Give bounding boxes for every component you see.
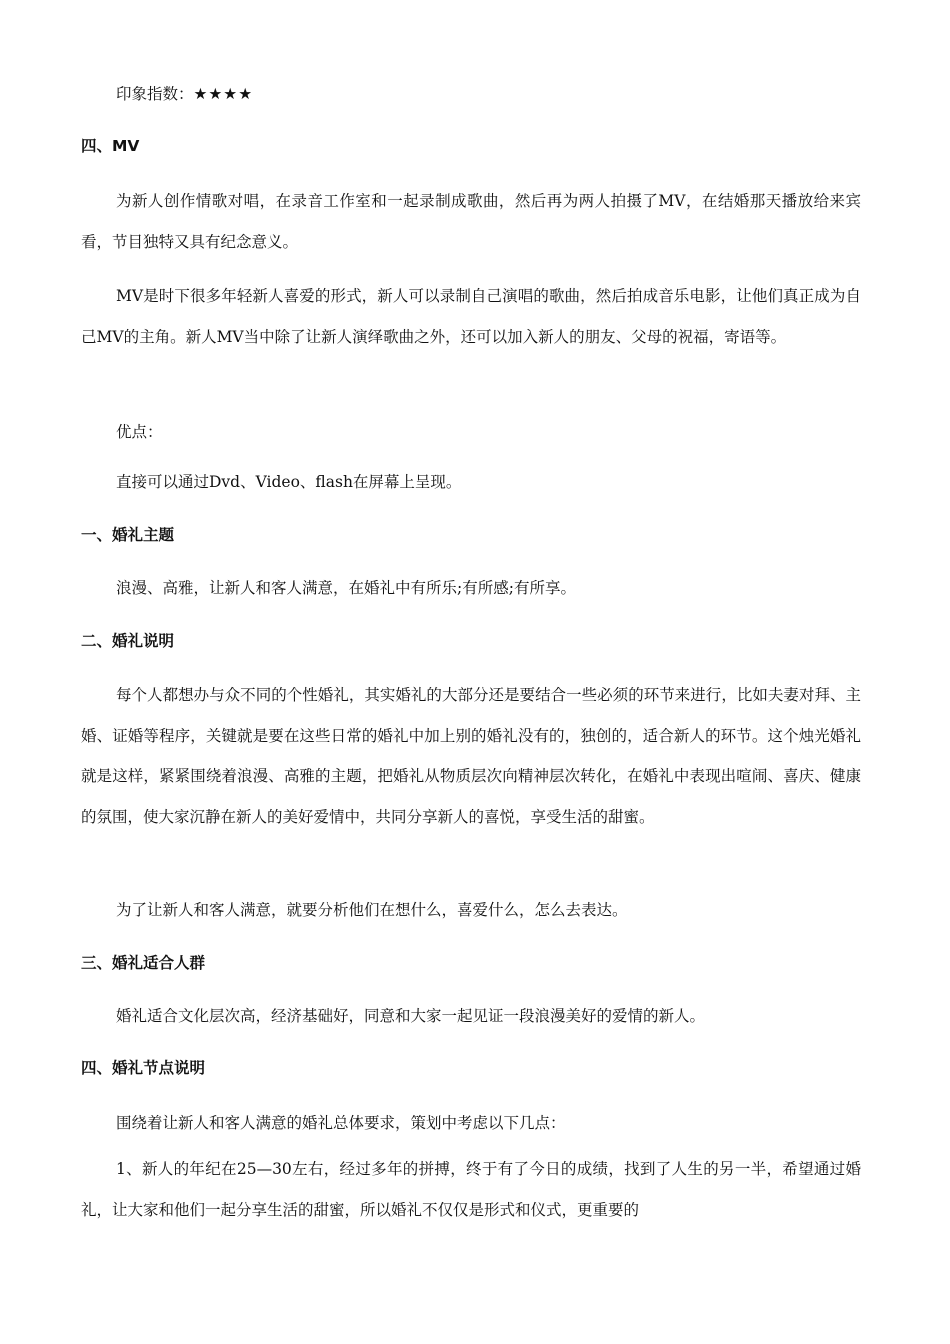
rating-line [81, 74, 861, 115]
mv-paragraph-3: 直接可以通过Dvd、Video、flash在屏幕上呈现。 [116, 473, 462, 491]
section-heading-theme: 一、婚礼主题 [81, 526, 175, 544]
mv-paragraph-2: MV是时下很多年轻新人喜爱的形式，新人可以录制自己演唱的歌曲，然后拍成音乐电影，让他们真正成为自己MV的主角。新人MV当中除了让新人演绎歌曲之外，还可以加入新人的朋友、父母的祝福，寄语等。 [81, 287, 861, 346]
description-paragraph-1: 每个人都想办与众不同的个性婚礼，其实婚礼的大部分还是要结合一些必须的环节来进行，比如夫妻对拜、主婚、证婚等程序，关键就是要在这些日常的婚礼中加上别的婚礼没有的，独创的，适合新人的环节。这个烛光婚礼就是这样，紧紧围绕着浪漫、高雅的主题，把婚礼从物质层次向精神层次转化，在婚礼中表现出喧闹、喜庆、健康的氛围，使大家沉静在新人的美好爱情中，共同分享新人的喜悦，享受生活的甜蜜。 [81, 686, 861, 826]
audience-paragraph: 婚礼适合文化层次高，经济基础好，同意和大家一起见证一段浪漫美好的爱情的新人。 [116, 1007, 706, 1025]
section-heading-description: 二、婚礼说明 [81, 632, 175, 650]
rating-label: 印象指数： [116, 85, 194, 103]
section-heading-audience: 三、婚礼适合人群 [81, 954, 206, 972]
nodes-paragraph-2: 1、新人的年纪在25—30左右，经过多年的拼搏，终于有了今日的成绩，找到了人生的另一半，希望通过婚礼，让大家和他们一起分享生活的甜蜜，所以婚礼不仅仅是形式和仪式，更重要的 [81, 1160, 861, 1219]
section-heading-mv: 四、MV [81, 137, 140, 155]
mv-advantages-label: 优点： [116, 423, 163, 441]
theme-paragraph: 浪漫、高雅，让新人和客人满意，在婚礼中有所乐;有所感;有所享。 [116, 579, 576, 597]
section-heading-nodes: 四、婚礼节点说明 [81, 1059, 206, 1077]
nodes-paragraph-1: 围绕着让新人和客人满意的婚礼总体要求，策划中考虑以下几点： [116, 1114, 566, 1132]
description-paragraph-2: 为了让新人和客人满意，就要分析他们在想什么，喜爱什么，怎么去表达。 [116, 901, 628, 919]
mv-paragraph-1: 为新人创作情歌对唱，在录音工作室和一起录制成歌曲，然后再为两人拍摄了MV，在结婚那天播放给来宾看，节目独特又具有纪念意义。 [81, 192, 861, 251]
rating-stars: ★★★★ [193, 85, 254, 103]
